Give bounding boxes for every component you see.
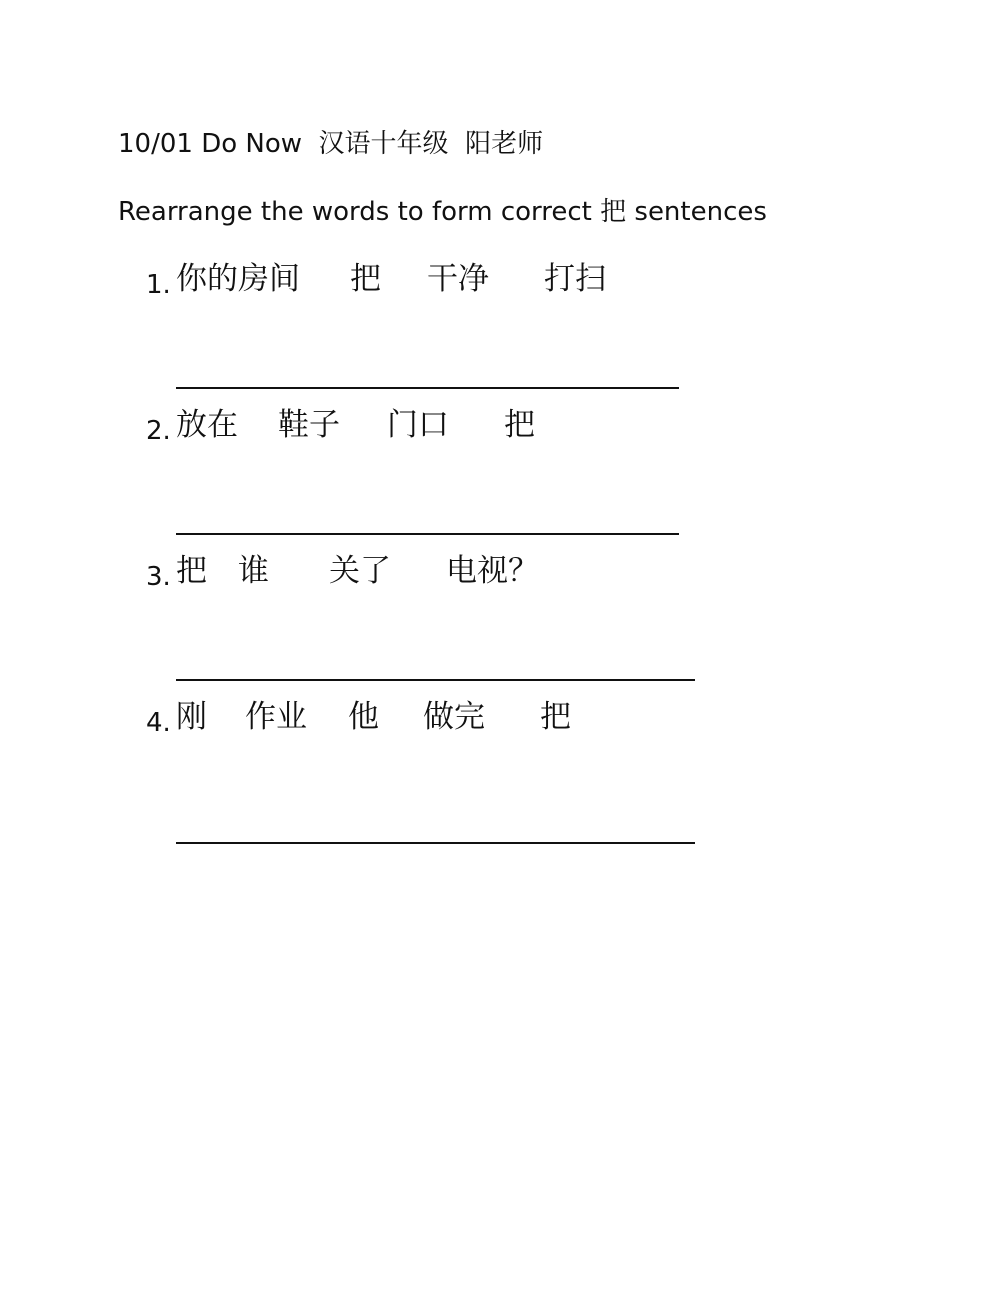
word-token: 刚 [176,699,207,735]
word-token: 把 [350,261,381,297]
word-token: 电视？ [446,553,539,589]
answer-line[interactable] [176,387,679,389]
word-token: 放在 [176,407,238,443]
word-token: 把 [540,699,571,735]
word-token: 干净 [427,261,489,297]
worksheet-title: 10/01 Do Now 汉语十年级 阳老师 [118,129,544,159]
word-token: 把 [504,407,535,443]
word-token: 打扫 [544,261,606,297]
word-token: 门口 [387,407,449,443]
word-token: 作业 [245,699,307,735]
answer-line[interactable] [176,842,695,844]
answer-line[interactable] [176,533,679,535]
word-token: 他 [348,699,379,735]
question-number: 1. [146,270,171,300]
word-token: 把 [176,553,207,589]
question-number: 4. [146,708,171,738]
worksheet-instruction: Rearrange the words to form correct 把 sentences [118,197,767,227]
word-token: 谁 [238,553,269,589]
answer-line[interactable] [176,679,695,681]
word-token: 做完 [423,699,485,735]
word-token: 鞋子 [278,407,340,443]
question-number: 3. [146,562,171,592]
question-number: 2. [146,416,171,446]
word-token: 你的房间 [176,261,300,297]
word-token: 关了 [329,553,391,589]
